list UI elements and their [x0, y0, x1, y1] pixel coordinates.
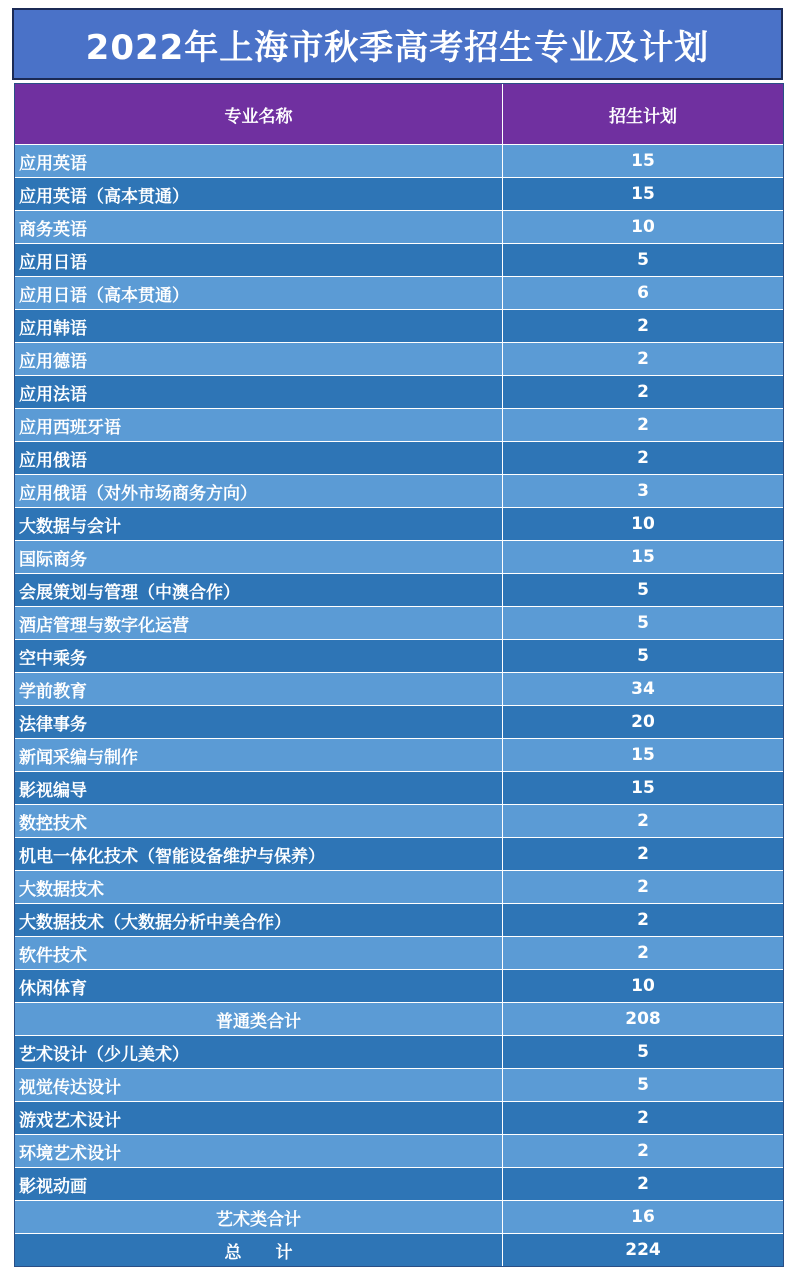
enrollment-plan-cell: 2: [637, 316, 649, 336]
table-row: [15, 969, 783, 1002]
major-name-cell: 休闲体育: [15, 970, 503, 1002]
major-name-cell: 应用英语: [15, 145, 503, 177]
enrollment-plan-cell: 20: [631, 712, 655, 732]
major-name-cell: 应用西班牙语: [15, 409, 503, 441]
table-row: [15, 144, 783, 177]
enrollment-plan-cell: 2: [637, 877, 649, 897]
major-name-cell: 游戏艺术设计: [15, 1102, 503, 1134]
table-row: [15, 573, 783, 606]
enrollment-plan-cell: 5: [637, 1075, 649, 1095]
enrollment-plan-cell: 15: [631, 547, 655, 567]
table-row: [15, 342, 783, 375]
table-row: [15, 1101, 783, 1134]
major-name-cell: 普通类合计: [15, 1003, 503, 1035]
table-row: [15, 1035, 783, 1068]
major-name-cell: 应用英语（高本贯通）: [15, 178, 503, 210]
enrollment-plan-cell: 2: [637, 415, 649, 435]
table-row: [15, 309, 783, 342]
table-row: [15, 441, 783, 474]
enrollment-plan-cell: 16: [631, 1207, 655, 1227]
enrollment-plan-cell: 34: [631, 679, 655, 699]
major-name-cell: 新闻采编与制作: [15, 739, 503, 771]
enrollment-plan-cell: 5: [637, 1042, 649, 1062]
table-row: [15, 408, 783, 441]
major-name-cell: 空中乘务: [15, 640, 503, 672]
header-enrollment-plan: 招生计划: [609, 106, 677, 127]
enrollment-plan-cell: 5: [637, 646, 649, 666]
table-total-row: [15, 1002, 783, 1035]
enrollment-plan-cell: 15: [631, 184, 655, 204]
major-name-cell: 环境艺术设计: [15, 1135, 503, 1167]
table-row: [15, 243, 783, 276]
major-name-cell: 影视编导: [15, 772, 503, 804]
table-row: [15, 507, 783, 540]
table-row: [15, 870, 783, 903]
major-name-cell: 大数据技术（大数据分析中美合作）: [15, 904, 503, 936]
major-name-cell: 总 计: [15, 1234, 503, 1266]
major-name-cell: 法律事务: [15, 706, 503, 738]
enrollment-plan-cell: 10: [631, 217, 655, 237]
enrollment-plan-cell: 2: [637, 1174, 649, 1194]
table-body: [15, 144, 783, 1266]
major-name-cell: 应用德语: [15, 343, 503, 375]
major-name-cell: 艺术类合计: [15, 1201, 503, 1233]
major-name-cell: 大数据技术: [15, 871, 503, 903]
enrollment-plan-cell: 208: [625, 1009, 661, 1029]
enrollment-plan-cell: 10: [631, 976, 655, 996]
major-name-cell: 商务英语: [15, 211, 503, 243]
enrollment-plan-cell: 2: [637, 1108, 649, 1128]
enrollment-plan-cell: 2: [637, 811, 649, 831]
major-name-cell: 应用韩语: [15, 310, 503, 342]
major-name-cell: 应用法语: [15, 376, 503, 408]
major-name-cell: 酒店管理与数字化运营: [15, 607, 503, 639]
table-row: [15, 210, 783, 243]
table-row: [15, 1134, 783, 1167]
major-name-cell: 数控技术: [15, 805, 503, 837]
table-row: [15, 474, 783, 507]
table-row: [15, 936, 783, 969]
major-name-cell: 应用日语: [15, 244, 503, 276]
table-row: [15, 540, 783, 573]
major-name-cell: 视觉传达设计: [15, 1069, 503, 1101]
major-name-cell: 影视动画: [15, 1168, 503, 1200]
enrollment-plan-cell: 5: [637, 613, 649, 633]
enrollment-table: [14, 83, 784, 1267]
major-name-cell: 软件技术: [15, 937, 503, 969]
table-row: [15, 837, 783, 870]
enrollment-plan-cell: 15: [631, 745, 655, 765]
table-row: [15, 1068, 783, 1101]
enrollment-plan-cell: 2: [637, 943, 649, 963]
major-name-cell: 学前教育: [15, 673, 503, 705]
major-name-cell: 应用俄语（对外市场商务方向）: [15, 475, 503, 507]
table-row: [15, 804, 783, 837]
major-name-cell: 会展策划与管理（中澳合作）: [15, 574, 503, 606]
major-name-cell: 国际商务: [15, 541, 503, 573]
table-header: [15, 84, 783, 144]
header-major-name: 专业名称: [15, 84, 503, 144]
table-row: [15, 903, 783, 936]
enrollment-plan-cell: 15: [631, 151, 655, 171]
enrollment-plan-cell: 5: [637, 580, 649, 600]
enrollment-plan-cell: 3: [637, 481, 649, 501]
enrollment-plan-cell: 6: [637, 283, 649, 303]
enrollment-plan-cell: 2: [637, 844, 649, 864]
table-row: [15, 1167, 783, 1200]
table-total-row: [15, 1233, 783, 1266]
major-name-cell: 大数据与会计: [15, 508, 503, 540]
major-name-cell: 艺术设计（少儿美术）: [15, 1036, 503, 1068]
table-row: [15, 276, 783, 309]
table-row: [15, 738, 783, 771]
major-name-cell: 应用日语（高本贯通）: [15, 277, 503, 309]
table-row: [15, 375, 783, 408]
table-row: [15, 177, 783, 210]
major-name-cell: 机电一体化技术（智能设备维护与保养）: [15, 838, 503, 870]
major-name-cell: 应用俄语: [15, 442, 503, 474]
table-total-row: [15, 1200, 783, 1233]
enrollment-plan-cell: 2: [637, 448, 649, 468]
enrollment-plan-cell: 2: [637, 349, 649, 369]
table-row: [15, 705, 783, 738]
enrollment-plan-cell: 15: [631, 778, 655, 798]
enrollment-plan-cell: 2: [637, 910, 649, 930]
enrollment-plan-cell: 5: [637, 250, 649, 270]
table-row: [15, 606, 783, 639]
enrollment-plan-cell: 224: [625, 1240, 661, 1260]
enrollment-plan-cell: 2: [637, 382, 649, 402]
enrollment-plan-cell: 2: [637, 1141, 649, 1161]
page-title: 2022年上海市秋季高考招生专业及计划: [12, 8, 783, 80]
enrollment-plan-cell: 10: [631, 514, 655, 534]
table-row: [15, 771, 783, 804]
table-row: [15, 672, 783, 705]
table-row: [15, 639, 783, 672]
